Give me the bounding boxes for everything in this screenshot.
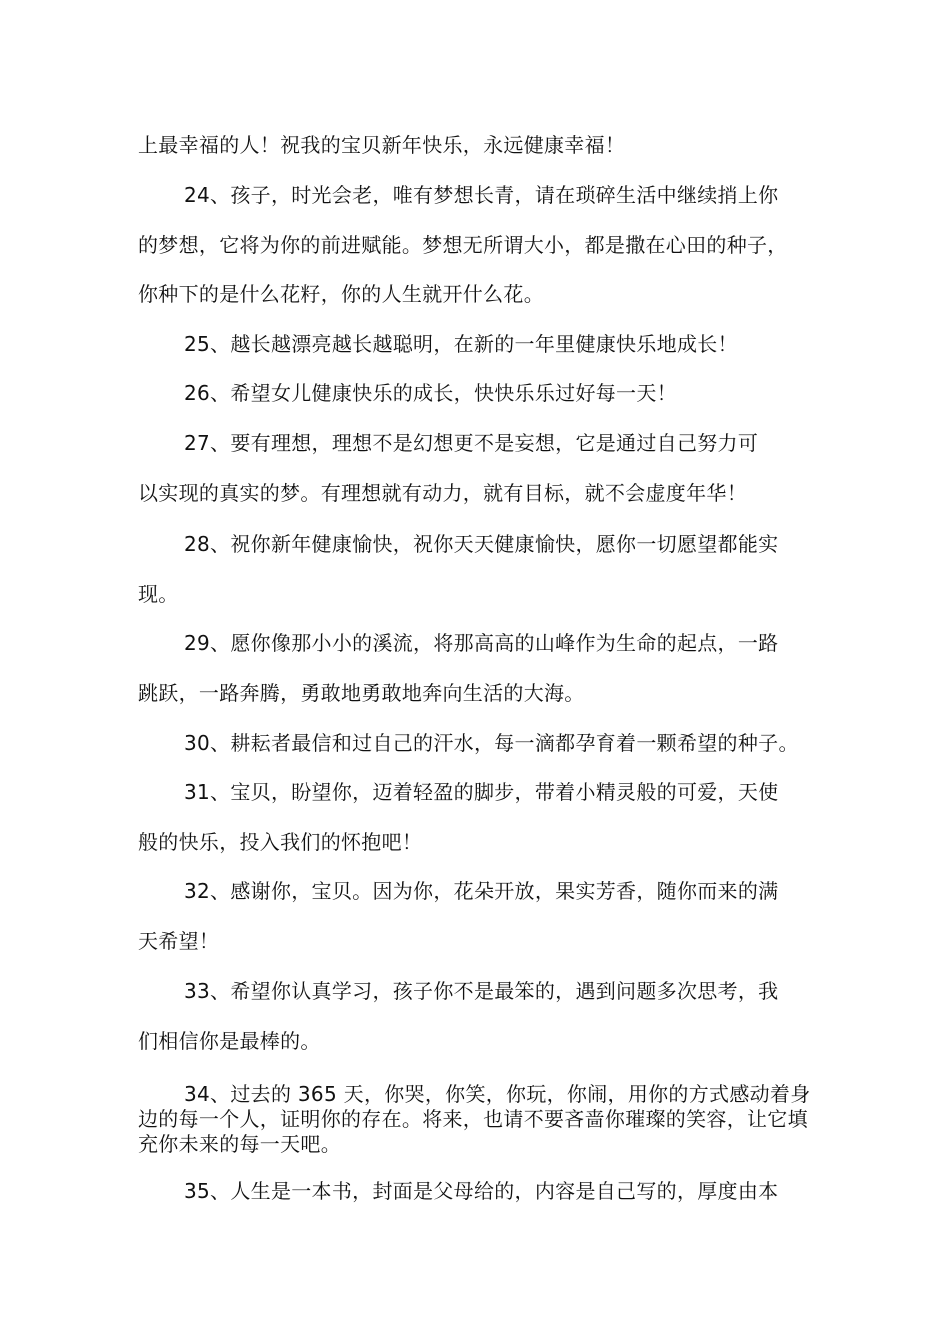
text-line: 们相信你是最棒的。 — [138, 1029, 321, 1053]
text-line: 28、祝你新年健康愉快，祝你天天健康愉快，愿你一切愿望都能实 — [184, 532, 779, 556]
text-line: 的梦想，它将为你的前进赋能。梦想无所谓大小，都是撒在心田的种子， — [138, 233, 788, 257]
text-line: 26、希望女儿健康快乐的成长，快快乐乐过好每一天！ — [184, 381, 677, 405]
text-line: 29、愿你像那小小的溪流，将那高高的山峰作为生命的起点，一路 — [184, 631, 779, 655]
text-line: 现。 — [138, 582, 179, 606]
text-line: 25、越长越漂亮越长越聪明，在新的一年里健康快乐地成长！ — [184, 332, 738, 356]
text-line: 以实现的真实的梦。有理想就有动力，就有目标，就不会虚度年华！ — [138, 481, 747, 505]
text-line: 你种下的是什么花籽，你的人生就开什么花。 — [138, 282, 544, 306]
text-line: 32、感谢你，宝贝。因为你，花朵开放，果实芳香，随你而来的满 — [184, 879, 779, 903]
text-line: 般的快乐，投入我们的怀抱吧！ — [138, 830, 423, 854]
text-line: 天希望！ — [138, 929, 220, 953]
text-line: 跳跃，一路奔腾，勇敢地勇敢地奔向生活的大海。 — [138, 681, 585, 705]
text-line: 24、孩子，时光会老，唯有梦想长青，请在琐碎生活中继续捎上你 — [184, 183, 779, 207]
text-line: 31、宝贝，盼望你，迈着轻盈的脚步，带着小精灵般的可爱，天使 — [184, 780, 779, 804]
text-line: 35、人生是一本书，封面是父母给的，内容是自己写的，厚度由本 — [184, 1179, 779, 1203]
text-line: 33、希望你认真学习，孩子你不是最笨的，遇到问题多次思考，我 — [184, 979, 779, 1003]
paragraph-34: 34、过去的 365 天，你哭，你笑，你玩，你闹，用你的方式感动着身边的每一个人，证明你的存在。将来，也请不要吝啬你璀璨的笑容，让它填充你未来的每一天吧。 — [138, 1082, 811, 1156]
text-line: 上最幸福的人！祝我的宝贝新年快乐，永远健康幸福！ — [138, 133, 626, 157]
text-line: 27、要有理想，理想不是幻想更不是妄想，它是通过自己努力可 — [184, 431, 759, 455]
text-line: 30、耕耘者最信和过自己的汗水，每一滴都孕育着一颗希望的种子。 — [184, 731, 799, 755]
